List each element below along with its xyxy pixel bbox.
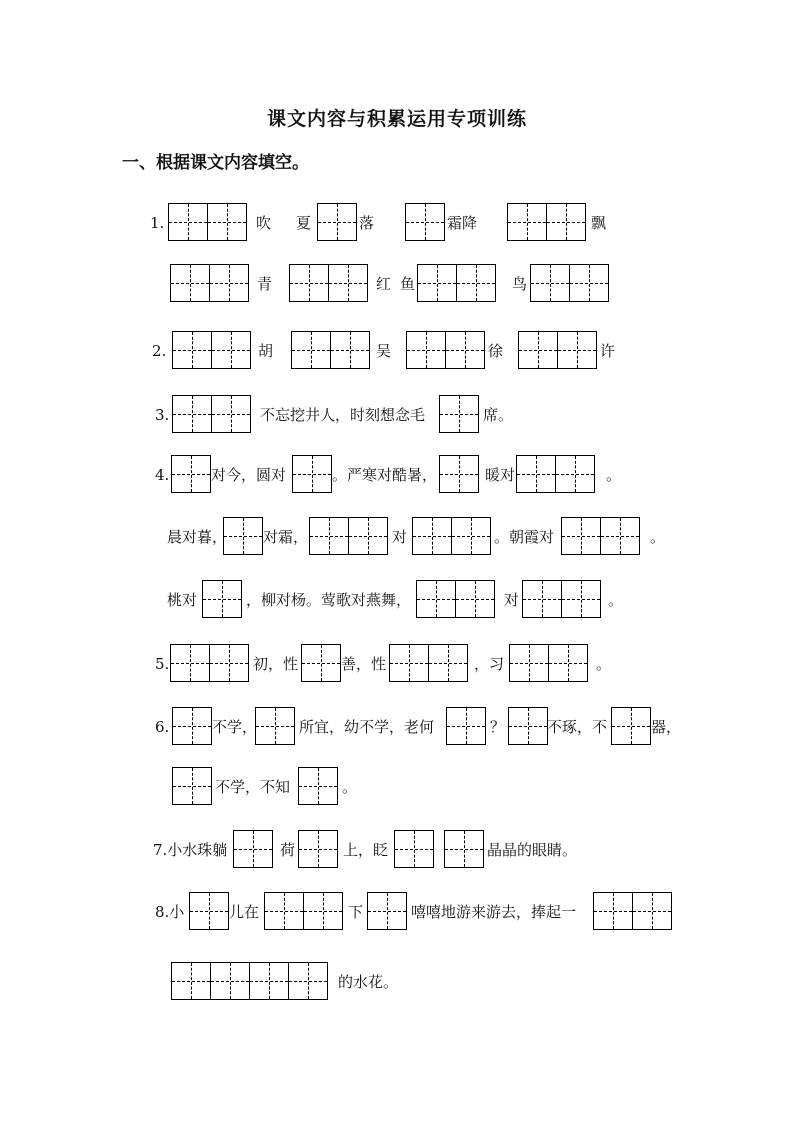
- answer-boxes[interactable]: [389, 644, 468, 682]
- text: 对今，圆对: [211, 466, 287, 484]
- text: ？: [490, 718, 506, 736]
- answer-boxes[interactable]: [309, 517, 388, 555]
- answer-boxes[interactable]: [168, 203, 247, 241]
- answer-boxes[interactable]: [289, 264, 368, 302]
- answer-boxes[interactable]: [170, 264, 249, 302]
- answer-boxes[interactable]: [171, 962, 328, 1000]
- text: 夏: [296, 214, 312, 232]
- answer-boxes[interactable]: [298, 767, 338, 805]
- text: 。: [608, 591, 624, 609]
- question-number: 2.: [152, 342, 167, 360]
- text: 许: [600, 342, 616, 360]
- answer-boxes[interactable]: [233, 830, 273, 868]
- text: 徐: [488, 342, 504, 360]
- answer-boxes[interactable]: [172, 331, 251, 369]
- answer-boxes[interactable]: [439, 395, 479, 433]
- question-number: 1.: [150, 214, 165, 232]
- answer-boxes[interactable]: [264, 892, 343, 930]
- answer-boxes[interactable]: [301, 644, 341, 682]
- text: 7.小水珠躺: [153, 841, 228, 859]
- answer-boxes[interactable]: [444, 830, 484, 868]
- text: 不忘挖井人，时刻想念毛: [260, 406, 426, 424]
- answer-boxes[interactable]: [593, 892, 672, 930]
- text: 对: [504, 591, 520, 609]
- text: 吴: [376, 342, 392, 360]
- answer-boxes[interactable]: [367, 892, 407, 930]
- answer-boxes[interactable]: [189, 892, 229, 930]
- answer-boxes[interactable]: [405, 203, 445, 241]
- answer-boxes[interactable]: [417, 264, 496, 302]
- answer-boxes[interactable]: [255, 707, 295, 745]
- text: 红: [376, 275, 392, 293]
- answer-boxes[interactable]: [292, 455, 332, 493]
- answer-boxes[interactable]: [611, 707, 651, 745]
- text: 嘻嘻地游来游去，捧起一: [411, 903, 577, 921]
- text: 儿在: [229, 903, 260, 921]
- text: 器，: [651, 718, 682, 736]
- answer-boxes[interactable]: [561, 517, 640, 555]
- text: 青: [257, 275, 273, 293]
- text: ，柳对杨。莺歌对燕舞，: [246, 591, 412, 609]
- answer-boxes[interactable]: [508, 707, 548, 745]
- text: 。: [650, 528, 666, 546]
- answer-boxes[interactable]: [298, 830, 338, 868]
- text: 对霜，: [263, 528, 309, 546]
- section-heading: 一、根据课文内容填空。: [122, 153, 309, 173]
- text: 胡: [258, 342, 274, 360]
- question-number: 6.: [155, 718, 170, 736]
- text: 落: [359, 214, 375, 232]
- answer-boxes[interactable]: [291, 331, 370, 369]
- answer-boxes[interactable]: [317, 203, 357, 241]
- text: 不学，不知: [215, 778, 291, 796]
- text: 暖对: [485, 466, 516, 484]
- text: 初，性: [253, 655, 299, 673]
- text: 的水花。: [338, 973, 399, 991]
- text: 吹: [256, 214, 272, 232]
- text: 下: [348, 903, 364, 921]
- question-number: 5.: [155, 655, 170, 673]
- answer-boxes[interactable]: [516, 455, 595, 493]
- text: 对: [392, 528, 408, 546]
- text: 。: [342, 778, 358, 796]
- answer-boxes[interactable]: [171, 455, 211, 493]
- answer-boxes[interactable]: [439, 455, 479, 493]
- text: 上，眨: [343, 841, 389, 859]
- text: 。严寒对酷暑，: [332, 466, 438, 484]
- text: 善，性: [341, 655, 387, 673]
- text: 不琢，不: [547, 718, 608, 736]
- answer-boxes[interactable]: [412, 517, 491, 555]
- answer-boxes[interactable]: [170, 644, 249, 682]
- text: 席。: [483, 406, 514, 424]
- answer-boxes[interactable]: [172, 767, 212, 805]
- page-title: 课文内容与积累运用专项训练: [266, 108, 527, 130]
- answer-boxes[interactable]: [507, 203, 586, 241]
- answer-boxes[interactable]: [446, 707, 486, 745]
- answer-boxes[interactable]: [202, 580, 242, 618]
- text: 鱼: [400, 275, 416, 293]
- question-number: 3.: [155, 406, 170, 424]
- answer-boxes[interactable]: [394, 830, 434, 868]
- answer-boxes[interactable]: [416, 580, 495, 618]
- answer-boxes[interactable]: [406, 331, 485, 369]
- text: 不学，: [212, 718, 258, 736]
- text: 所宜，幼不学，老何: [299, 718, 435, 736]
- answer-boxes[interactable]: [223, 517, 263, 555]
- text: 晶晶的眼睛。: [487, 841, 578, 859]
- text: 霜降: [447, 214, 478, 232]
- answer-boxes[interactable]: [172, 395, 251, 433]
- answer-boxes[interactable]: [509, 644, 588, 682]
- text: 鸟: [512, 275, 528, 293]
- text: 8.小: [155, 903, 185, 921]
- answer-boxes[interactable]: [530, 264, 609, 302]
- text: 桃对: [167, 591, 198, 609]
- text: 。朝霞对: [494, 528, 555, 546]
- answer-boxes[interactable]: [518, 331, 597, 369]
- text: ，习: [474, 655, 505, 673]
- text: 飘: [591, 214, 607, 232]
- text: 晨对暮，: [167, 528, 228, 546]
- text: 荷: [280, 841, 296, 859]
- text: 。: [606, 466, 622, 484]
- answer-boxes[interactable]: [522, 580, 601, 618]
- text: 。: [596, 655, 612, 673]
- answer-boxes[interactable]: [172, 707, 212, 745]
- question-number: 4.: [155, 466, 170, 484]
